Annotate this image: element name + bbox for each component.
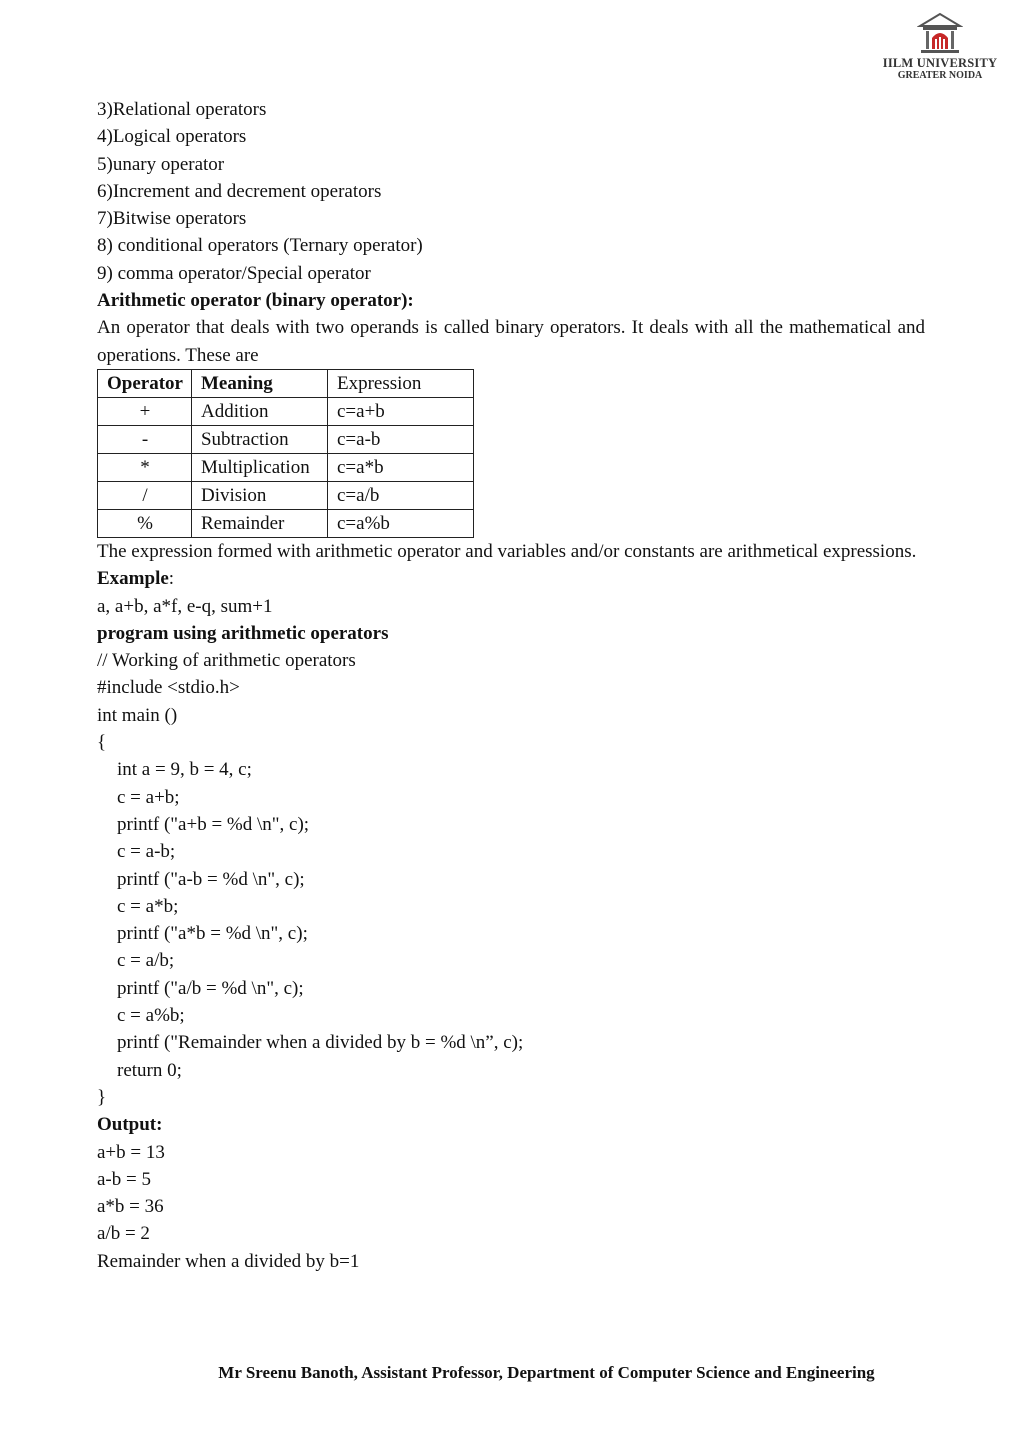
code-line: int a = 9, b = 4, c; bbox=[117, 759, 252, 781]
table-cell-expression: c=a-b bbox=[327, 425, 473, 453]
table-cell-operator: - bbox=[98, 425, 192, 453]
table-cell-expression: c=a%b bbox=[327, 509, 473, 537]
example-colon: : bbox=[168, 568, 175, 590]
output-line: a*b = 36 bbox=[97, 1196, 164, 1218]
code-line: c = a-b; bbox=[117, 841, 176, 863]
page-footer: Mr Sreenu Banoth, Assistant Professor, Department of Computer Science and Engineering bbox=[218, 1363, 875, 1382]
example-line bbox=[97, 565, 925, 592]
output-line: Remainder when a divided by b=1 bbox=[97, 1250, 360, 1272]
list-item: 5)unary operator bbox=[97, 153, 225, 175]
table-cell-operator: / bbox=[98, 481, 192, 509]
table-row bbox=[98, 481, 474, 509]
table-header-operator: Operator bbox=[98, 369, 192, 397]
code-line: c = a*b; bbox=[117, 895, 179, 917]
table-header-meaning: Meaning bbox=[191, 369, 327, 397]
code-line: return 0; bbox=[117, 1059, 182, 1081]
table-cell-operator: % bbox=[98, 509, 192, 537]
example-label: Example bbox=[97, 568, 169, 590]
list-item: 3)Relational operators bbox=[97, 99, 267, 120]
arithmetic-intro-paragraph: An operator that deals with two operands is called binary operators. It deals with all the mathematical and operations. These are bbox=[97, 317, 925, 366]
logo-university-name: IILM UNIVERSITY bbox=[882, 56, 998, 70]
operator-list bbox=[97, 96, 925, 287]
table-cell-operator: * bbox=[98, 453, 192, 481]
output-heading: Output: bbox=[97, 1114, 163, 1136]
code-line: { bbox=[97, 732, 107, 754]
logo-location: GREATER NOIDA bbox=[897, 70, 983, 81]
university-building-icon bbox=[917, 12, 963, 56]
code-block bbox=[97, 647, 925, 1111]
table-row bbox=[98, 509, 474, 537]
table-cell-expression: c=a*b bbox=[327, 453, 473, 481]
university-logo bbox=[880, 12, 1000, 92]
code-line: int main () bbox=[97, 704, 178, 726]
code-line: // Working of arithmetic operators bbox=[97, 650, 356, 672]
program-heading: program using arithmetic operators bbox=[97, 622, 389, 644]
table-header-expression: Expression bbox=[327, 369, 473, 397]
list-item: 4)Logical operators bbox=[97, 126, 247, 148]
table-cell-expression: c=a+b bbox=[327, 397, 473, 425]
code-line: c = a+b; bbox=[117, 786, 180, 808]
code-line: printf ("a+b = %d \n", c); bbox=[117, 813, 310, 835]
list-item: 9) comma operator/Special operator bbox=[97, 262, 371, 284]
section-heading-arithmetic: Arithmetic operator (binary operator): bbox=[97, 290, 414, 312]
table-cell-meaning: Division bbox=[191, 481, 327, 509]
code-line: printf ("a-b = %d \n", c); bbox=[117, 868, 305, 890]
list-item: 7)Bitwise operators bbox=[97, 208, 247, 230]
code-line: printf ("Remainder when a divided by b = %d \n”, c); bbox=[117, 1032, 524, 1054]
output-block bbox=[97, 1139, 925, 1275]
code-line: c = a%b; bbox=[117, 1005, 185, 1027]
output-line: a/b = 2 bbox=[97, 1223, 150, 1245]
output-line: a-b = 5 bbox=[97, 1168, 151, 1190]
code-line: printf ("a*b = %d \n", c); bbox=[117, 923, 308, 945]
table-row bbox=[98, 397, 474, 425]
list-item: 6)Increment and decrement operators bbox=[97, 180, 382, 202]
operator-table bbox=[97, 369, 474, 538]
table-header-row bbox=[98, 369, 474, 397]
table-row bbox=[98, 425, 474, 453]
table-cell-meaning: Subtraction bbox=[191, 425, 327, 453]
table-cell-operator: + bbox=[98, 397, 192, 425]
table-cell-meaning: Addition bbox=[191, 397, 327, 425]
code-line: #include <stdio.h> bbox=[97, 677, 240, 699]
list-item: 8) conditional operators (Ternary operator) bbox=[97, 235, 423, 257]
arithmetic-expression-paragraph: The expression formed with arithmetic operator and variables and/or constants are arithmetical expressions. bbox=[97, 540, 917, 562]
code-line: c = a/b; bbox=[117, 950, 175, 972]
code-line: printf ("a/b = %d \n", c); bbox=[117, 977, 304, 999]
table-row bbox=[98, 453, 474, 481]
code-line: } bbox=[97, 1086, 107, 1108]
output-line: a+b = 13 bbox=[97, 1141, 165, 1163]
example-text: a, a+b, a*f, e-q, sum+1 bbox=[97, 595, 273, 617]
table-cell-meaning: Multiplication bbox=[191, 453, 327, 481]
document-body bbox=[97, 96, 925, 1275]
table-cell-meaning: Remainder bbox=[191, 509, 327, 537]
table-cell-expression: c=a/b bbox=[327, 481, 473, 509]
